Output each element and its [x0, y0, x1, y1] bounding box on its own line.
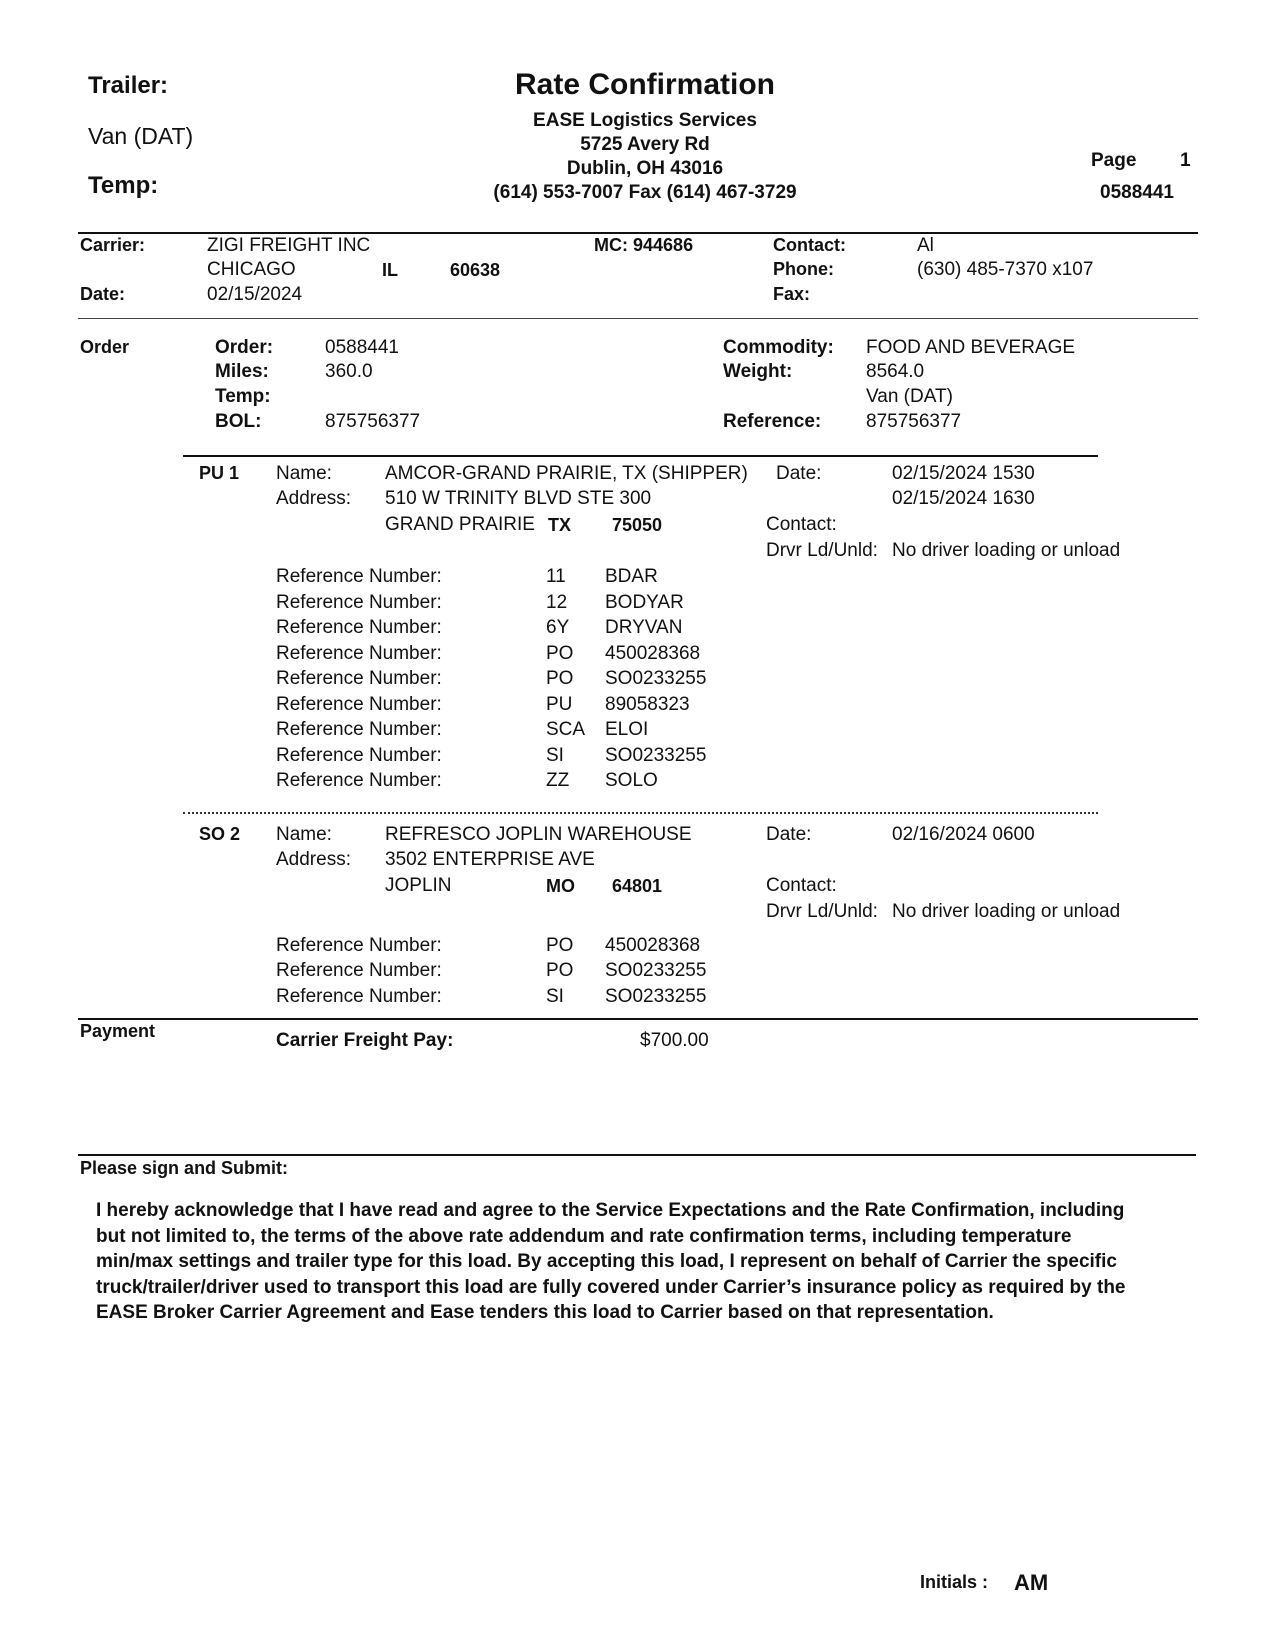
acknowledgement-line: min/max settings and trailer type for this load. By accepting this load, I represent on behalf of Carrier the specific — [96, 1251, 1117, 1272]
carrier-contact: Al — [917, 235, 934, 256]
order-label: Order: — [215, 337, 274, 358]
ref-code: 11 — [546, 566, 566, 587]
header-temp-label: Temp: — [88, 172, 159, 199]
order-number: 0588441 — [325, 337, 399, 358]
miles-value: 360.0 — [325, 361, 373, 382]
ref-code: PO — [546, 668, 574, 689]
divider — [78, 1154, 1196, 1156]
carrier-name: ZIGI FREIGHT INC — [207, 235, 371, 256]
stop-date-label: Date: — [766, 824, 812, 845]
stop-name-label: Name: — [276, 463, 332, 484]
ref-value: SOLO — [605, 770, 658, 791]
carrier-date: 02/15/2024 — [207, 284, 303, 305]
ref-label: Reference Number: — [276, 566, 442, 587]
stop-address: 510 W TRINITY BLVD STE 300 — [385, 488, 652, 509]
ref-label: Reference Number: — [276, 643, 442, 664]
stop-state: TX — [548, 515, 572, 535]
ref-label: Reference Number: — [276, 770, 442, 791]
carrier-zip: 60638 — [450, 260, 501, 280]
carrier-freight-pay-value: $700.00 — [640, 1030, 709, 1051]
stop-address-label: Address: — [276, 488, 351, 509]
ref-label: Reference Number: — [276, 592, 442, 613]
header-order-id: 0588441 — [1100, 182, 1174, 203]
ref-label: Reference Number: — [276, 668, 442, 689]
stop-driver-label: Drvr Ld/Unld: — [766, 540, 878, 561]
carrier-fax-label: Fax: — [773, 284, 811, 304]
ref-code: PO — [546, 960, 574, 981]
carrier-label: Carrier: — [80, 235, 146, 255]
ref-value: BDAR — [605, 566, 658, 587]
stop-zip: 75050 — [612, 515, 663, 535]
stop-city: GRAND PRAIRIE — [385, 514, 535, 535]
trailer-label: Trailer: — [88, 72, 169, 99]
acknowledgement-line: truck/trailer/driver used to transport this load are fully covered under Carrier’s insurance policy as required by the — [96, 1276, 1126, 1298]
ref-code: SI — [546, 986, 564, 1007]
carrier-date-label: Date: — [80, 284, 126, 304]
mc-number — [594, 235, 693, 256]
stop-name-label: Name: — [276, 824, 332, 845]
stop-city: JOPLIN — [385, 875, 452, 896]
stop-driver-value: No driver loading or unload — [892, 540, 1121, 561]
miles-label: Miles: — [215, 361, 269, 382]
ref-code: SI — [546, 745, 564, 766]
acknowledgement-line: but not limited to, the terms of the above rate addendum and rate confirmation terms, including temperature — [96, 1225, 1072, 1247]
payment-section-label: Payment — [80, 1021, 156, 1041]
ref-value: 450028368 — [605, 643, 701, 664]
ref-value: SO0233255 — [605, 986, 707, 1007]
carrier-phone-label: Phone: — [773, 259, 834, 279]
divider — [78, 232, 1198, 234]
stop-date-label: Date: — [776, 463, 822, 484]
ref-value: 89058323 — [605, 694, 690, 715]
trailer-value: Van (DAT) — [88, 123, 194, 149]
stop-date-2: 02/15/2024 1630 — [892, 488, 1035, 509]
stop-name: AMCOR-GRAND PRAIRIE, TX (SHIPPER) — [385, 463, 748, 484]
initials-label: Initials : — [920, 1572, 989, 1592]
order-trailer-type: Van (DAT) — [866, 386, 953, 407]
carrier-phone: (630) 485-7370 x107 — [917, 259, 1094, 280]
ref-code: PO — [546, 643, 574, 664]
divider — [183, 812, 1098, 814]
stop-contact-label: Contact: — [766, 514, 837, 535]
commodity-value: FOOD AND BEVERAGE — [866, 337, 1076, 358]
stop-zip: 64801 — [612, 876, 663, 896]
ref-label: Reference Number: — [276, 960, 442, 981]
stop-date-1: 02/16/2024 0600 — [892, 824, 1035, 845]
ref-code: 12 — [546, 592, 568, 613]
acknowledgement-line: I hereby acknowledge that I have read and agree to the Service Expectations and the Rate Confirmation, including — [96, 1200, 1125, 1221]
bol-label: BOL: — [215, 411, 262, 432]
order-temp-label: Temp: — [215, 386, 271, 407]
stop-address: 3502 ENTERPRISE AVE — [385, 849, 595, 870]
divider — [78, 318, 1198, 319]
ref-label: Reference Number: — [276, 719, 442, 740]
stop-address-label: Address: — [276, 849, 351, 870]
page-number: 1 — [1180, 150, 1191, 171]
stop-driver-label: Drvr Ld/Unld: — [766, 901, 878, 922]
reference-value: 875756377 — [866, 411, 962, 432]
ref-code: 6Y — [546, 617, 570, 638]
company-phone-fax: (614) 553-7007 Fax (614) 467-3729 — [493, 182, 797, 203]
stop-id: PU 1 — [199, 463, 240, 483]
ref-value: ELOI — [605, 719, 649, 740]
mc-label: MC: — [594, 235, 628, 255]
initials-value: AM — [1014, 1570, 1049, 1595]
carrier-freight-pay-label: Carrier Freight Pay: — [276, 1030, 454, 1051]
ref-value: DRYVAN — [605, 617, 683, 638]
stop-state: MO — [546, 876, 575, 896]
acknowledgement-paragraph — [96, 1198, 1206, 1326]
ref-value: SO0233255 — [605, 745, 707, 766]
ref-label: Reference Number: — [276, 694, 442, 715]
ref-label: Reference Number: — [276, 617, 442, 638]
ref-code: SCA — [546, 719, 586, 740]
stop-id: SO 2 — [199, 824, 241, 844]
company-name: EASE Logistics Services — [533, 110, 757, 131]
ref-label: Reference Number: — [276, 935, 442, 956]
commodity-label: Commodity: — [723, 337, 834, 358]
company-address-line1: 5725 Avery Rd — [580, 134, 710, 155]
carrier-contact-label: Contact: — [773, 235, 846, 255]
stop-date-1: 02/15/2024 1530 — [892, 463, 1035, 484]
divider — [78, 1018, 1198, 1020]
ref-value: SO0233255 — [605, 960, 707, 981]
sign-heading: Please sign and Submit: — [80, 1158, 289, 1178]
carrier-city: CHICAGO — [207, 259, 296, 280]
weight-value: 8564.0 — [866, 361, 925, 382]
reference-label: Reference: — [723, 411, 822, 432]
divider — [183, 455, 1098, 457]
mc-value: 944686 — [633, 235, 694, 255]
stop-contact-label: Contact: — [766, 875, 837, 896]
ref-label: Reference Number: — [276, 986, 442, 1007]
acknowledgement-line: EASE Broker Carrier Agreement and Ease tenders this load to Carrier based on that representation. — [96, 1302, 994, 1323]
ref-label: Reference Number: — [276, 745, 442, 766]
ref-code: PU — [546, 694, 573, 715]
page-label: Page — [1091, 150, 1137, 171]
order-section-label: Order — [80, 337, 130, 357]
stop-name: REFRESCO JOPLIN WAREHOUSE — [385, 824, 692, 845]
ref-value: 450028368 — [605, 935, 701, 956]
weight-label: Weight: — [723, 361, 793, 382]
ref-value: SO0233255 — [605, 668, 707, 689]
ref-code: PO — [546, 935, 574, 956]
ref-value: BODYAR — [605, 592, 684, 613]
ref-code: ZZ — [546, 770, 570, 791]
stop-driver-value: No driver loading or unload — [892, 901, 1121, 922]
carrier-state: IL — [382, 260, 398, 280]
page-title: Rate Confirmation — [514, 68, 775, 101]
bol-value: 875756377 — [325, 411, 421, 432]
company-address-line2: Dublin, OH 43016 — [566, 158, 724, 179]
